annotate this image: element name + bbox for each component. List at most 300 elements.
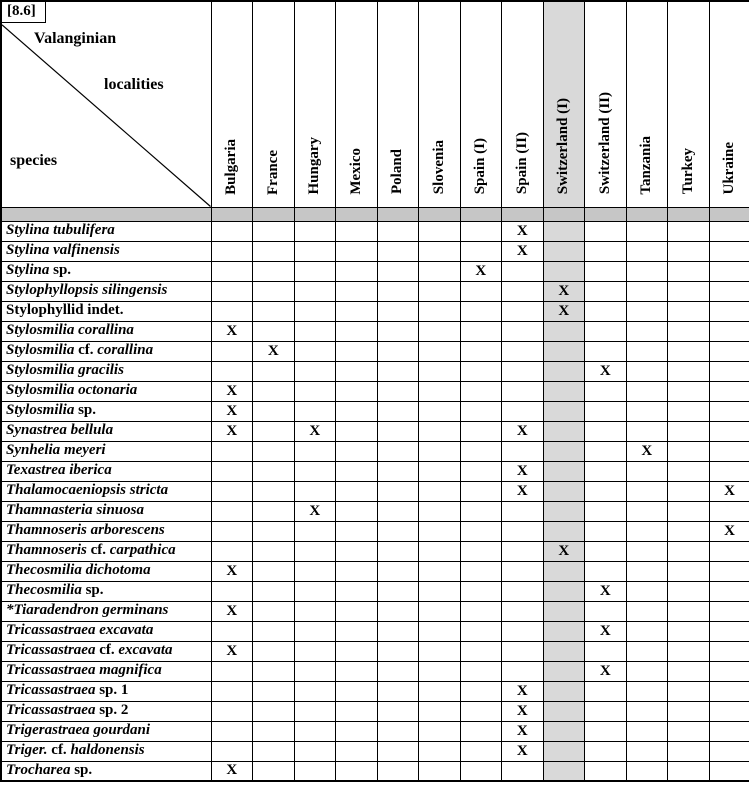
mark-cell: [336, 241, 378, 261]
mark-cell: [336, 621, 378, 641]
mark-cell: [626, 601, 668, 621]
mark-cell: [668, 221, 710, 241]
mark-cell: [543, 741, 585, 761]
mark-cell: [294, 761, 336, 781]
species-name: cf.: [78, 342, 94, 358]
locality-label: Tanzania: [638, 135, 655, 195]
mark-cell: [294, 721, 336, 741]
occurrence-mark-cell: X: [502, 681, 544, 701]
mark-cell: [253, 441, 295, 461]
table-body: [1, 207, 749, 781]
mark-cell: [253, 561, 295, 581]
species-name: germinans: [102, 602, 169, 618]
species-name-cell: [1, 301, 211, 321]
mark-cell: [543, 501, 585, 521]
occurrence-mark-cell: X: [211, 761, 253, 781]
mark-cell: [709, 361, 749, 381]
mark-cell: [585, 541, 627, 561]
mark-cell: [377, 261, 419, 281]
mark-cell: [294, 341, 336, 361]
mark-cell: [336, 501, 378, 521]
separator-cell: [211, 207, 253, 221]
occurrence-mark-cell: X: [211, 641, 253, 661]
mark-cell: [253, 461, 295, 481]
species-name: sinuosa: [96, 502, 144, 518]
species-name: Stylosmilia: [6, 382, 75, 398]
species-name-cell: [1, 341, 211, 361]
mark-cell: [336, 761, 378, 781]
mark-cell: [626, 481, 668, 501]
species-name-cell: [1, 561, 211, 581]
mark-cell: [709, 321, 749, 341]
mark-cell: [668, 461, 710, 481]
mark-cell: [419, 581, 461, 601]
locality-header: [336, 1, 378, 207]
locality-header: [668, 1, 710, 207]
mark-cell: [211, 221, 253, 241]
species-name: octonaria: [78, 382, 138, 398]
mark-cell: [294, 561, 336, 581]
mark-cell: [377, 401, 419, 421]
mark-cell: [668, 561, 710, 581]
mark-cell: [709, 281, 749, 301]
occurrence-mark-cell: X: [543, 301, 585, 321]
mark-cell: [668, 321, 710, 341]
species-name-cell: [1, 381, 211, 401]
mark-cell: [419, 721, 461, 741]
mark-cell: [585, 461, 627, 481]
species-name: Texastrea: [6, 462, 66, 478]
mark-cell: [460, 741, 502, 761]
mark-cell: [668, 481, 710, 501]
mark-cell: [585, 521, 627, 541]
mark-cell: [626, 661, 668, 681]
species-axis-label: species: [10, 152, 58, 169]
mark-cell: [502, 341, 544, 361]
mark-cell: [585, 481, 627, 501]
mark-cell: [668, 581, 710, 601]
mark-cell: [585, 241, 627, 261]
species-name-cell: [1, 761, 211, 781]
species-row: [1, 441, 749, 461]
mark-cell: [336, 561, 378, 581]
mark-cell: [626, 721, 668, 741]
mark-cell: [668, 301, 710, 321]
mark-cell: [336, 301, 378, 321]
mark-cell: [502, 661, 544, 681]
mark-cell: [709, 261, 749, 281]
mark-cell: [543, 361, 585, 381]
corner-header: [1, 1, 211, 207]
mark-cell: [460, 601, 502, 621]
mark-cell: [460, 561, 502, 581]
species-row: [1, 641, 749, 661]
species-name: Tricassastraea: [6, 622, 96, 638]
mark-cell: [294, 381, 336, 401]
mark-cell: [377, 481, 419, 501]
mark-cell: [460, 501, 502, 521]
mark-cell: [585, 441, 627, 461]
mark-cell: [668, 281, 710, 301]
mark-cell: [709, 241, 749, 261]
species-name: corallina: [97, 342, 154, 358]
mark-cell: [294, 241, 336, 261]
mark-cell: [419, 501, 461, 521]
occurrence-mark-cell: X: [543, 541, 585, 561]
mark-cell: [211, 581, 253, 601]
mark-cell: [543, 241, 585, 261]
species-name: sp.: [53, 262, 72, 278]
mark-cell: [377, 641, 419, 661]
species-name: 1: [120, 682, 129, 698]
species-row: [1, 721, 749, 741]
mark-cell: [211, 241, 253, 261]
mark-cell: [419, 221, 461, 241]
species-name: Stylina: [6, 222, 50, 238]
mark-cell: [211, 621, 253, 641]
species-name: Stylina: [6, 242, 50, 258]
mark-cell: [543, 481, 585, 501]
species-name: magnifica: [99, 662, 162, 678]
mark-cell: [460, 621, 502, 641]
mark-cell: [419, 641, 461, 661]
mark-cell: [377, 441, 419, 461]
mark-cell: [626, 461, 668, 481]
species-row: [1, 561, 749, 581]
mark-cell: [460, 541, 502, 561]
mark-cell: [709, 661, 749, 681]
species-name-cell: [1, 441, 211, 461]
mark-cell: [543, 581, 585, 601]
mark-cell: [502, 601, 544, 621]
species-name-cell: [1, 361, 211, 381]
species-name: excavata: [118, 642, 173, 658]
species-row: [1, 261, 749, 281]
species-name: cf.: [99, 642, 115, 658]
species-name-cell: [1, 481, 211, 501]
species-row: [1, 681, 749, 701]
mark-cell: [543, 261, 585, 281]
locality-label: Bulgaria: [223, 138, 240, 195]
mark-cell: [377, 381, 419, 401]
mark-cell: [211, 521, 253, 541]
mark-cell: [377, 521, 419, 541]
mark-cell: [543, 601, 585, 621]
occurrence-mark-cell: X: [585, 361, 627, 381]
mark-cell: [419, 701, 461, 721]
mark-cell: [294, 461, 336, 481]
mark-cell: [543, 681, 585, 701]
mark-cell: [668, 621, 710, 641]
mark-cell: [253, 281, 295, 301]
species-name: Thecosmilia: [6, 562, 82, 578]
species-name: Thamnoseris: [6, 542, 87, 558]
mark-cell: [377, 661, 419, 681]
occurrence-mark-cell: X: [211, 421, 253, 441]
mark-cell: [626, 381, 668, 401]
species-name-cell: [1, 721, 211, 741]
mark-cell: [294, 441, 336, 461]
occurrence-mark-cell: X: [253, 341, 295, 361]
mark-cell: [668, 681, 710, 701]
mark-cell: [626, 281, 668, 301]
mark-cell: [336, 361, 378, 381]
species-name: gourdani: [93, 722, 151, 738]
mark-cell: [460, 481, 502, 501]
mark-cell: [668, 721, 710, 741]
mark-cell: [336, 481, 378, 501]
mark-cell: [253, 721, 295, 741]
mark-cell: [336, 321, 378, 341]
mark-cell: [460, 221, 502, 241]
mark-cell: [253, 601, 295, 621]
mark-cell: [709, 541, 749, 561]
mark-cell: [253, 541, 295, 561]
mark-cell: [585, 761, 627, 781]
species-name-cell: [1, 741, 211, 761]
mark-cell: [253, 381, 295, 401]
mark-cell: [253, 661, 295, 681]
mark-cell: [419, 601, 461, 621]
mark-cell: [585, 381, 627, 401]
species-row: [1, 461, 749, 481]
species-row: [1, 381, 749, 401]
mark-cell: [585, 261, 627, 281]
mark-cell: [377, 461, 419, 481]
species-row: [1, 521, 749, 541]
species-name: sp.: [78, 402, 97, 418]
mark-cell: [336, 701, 378, 721]
occurrence-mark-cell: X: [626, 441, 668, 461]
separator-cell: [709, 207, 749, 221]
mark-cell: [626, 741, 668, 761]
separator-cell: [502, 207, 544, 221]
mark-cell: [377, 541, 419, 561]
mark-cell: [626, 701, 668, 721]
mark-cell: [543, 441, 585, 461]
mark-cell: [419, 621, 461, 641]
mark-cell: [460, 441, 502, 461]
mark-cell: [543, 701, 585, 721]
mark-cell: [336, 581, 378, 601]
mark-cell: [377, 601, 419, 621]
mark-cell: [253, 321, 295, 341]
mark-cell: [294, 641, 336, 661]
mark-cell: [709, 741, 749, 761]
figure-label: [8.6]: [2, 2, 46, 23]
species-row: [1, 581, 749, 601]
mark-cell: [709, 301, 749, 321]
species-name-cell: [1, 601, 211, 621]
species-row: [1, 221, 749, 241]
mark-cell: [336, 401, 378, 421]
mark-cell: [419, 661, 461, 681]
header-row: [1, 1, 749, 207]
mark-cell: [626, 421, 668, 441]
species-name-cell: [1, 541, 211, 561]
species-row: [1, 701, 749, 721]
locality-label: Hungary: [306, 136, 323, 195]
mark-cell: [377, 321, 419, 341]
mark-cell: [502, 281, 544, 301]
species-name: haldonensis: [70, 742, 145, 758]
species-name: Stylina: [6, 262, 50, 278]
mark-cell: [419, 561, 461, 581]
period-label: Valanginian: [34, 30, 117, 47]
species-name: bellula: [70, 422, 114, 438]
species-name-cell: [1, 621, 211, 641]
locality-label: Mexico: [347, 147, 364, 195]
species-name: Tricassastraea: [6, 642, 96, 658]
mark-cell: [211, 281, 253, 301]
mark-cell: [253, 621, 295, 641]
mark-cell: [377, 581, 419, 601]
mark-cell: [294, 521, 336, 541]
species-name: arborescens: [90, 522, 165, 538]
occurrence-mark-cell: X: [502, 741, 544, 761]
mark-cell: [419, 441, 461, 461]
mark-cell: [460, 521, 502, 541]
mark-cell: [460, 361, 502, 381]
mark-cell: [626, 621, 668, 641]
species-name: Stylophyllopsis: [6, 282, 99, 298]
species-name: indet.: [87, 302, 124, 318]
mark-cell: [211, 541, 253, 561]
species-name: carpathica: [109, 542, 176, 558]
mark-cell: [543, 461, 585, 481]
mark-cell: [211, 441, 253, 461]
species-row: [1, 281, 749, 301]
mark-cell: [419, 381, 461, 401]
mark-cell: [585, 341, 627, 361]
mark-cell: [543, 321, 585, 341]
mark-cell: [211, 301, 253, 321]
mark-cell: [211, 741, 253, 761]
mark-cell: [253, 401, 295, 421]
mark-cell: [626, 221, 668, 241]
occurrence-mark-cell: X: [502, 421, 544, 441]
mark-cell: [294, 361, 336, 381]
separator-cell: [626, 207, 668, 221]
mark-cell: [626, 241, 668, 261]
species-name: iberica: [69, 462, 112, 478]
mark-cell: [585, 501, 627, 521]
species-name-cell: [1, 261, 211, 281]
mark-cell: [419, 461, 461, 481]
species-name: Thecosmilia: [6, 582, 82, 598]
locality-header: [253, 1, 295, 207]
mark-cell: [336, 601, 378, 621]
separator-cell: [419, 207, 461, 221]
species-name-cell: [1, 681, 211, 701]
mark-cell: [626, 341, 668, 361]
mark-cell: [668, 741, 710, 761]
mark-cell: [253, 641, 295, 661]
locality-label: Poland: [389, 149, 406, 195]
mark-cell: [668, 761, 710, 781]
mark-cell: [294, 301, 336, 321]
species-name: Tricassastraea: [6, 682, 96, 698]
mark-cell: [211, 481, 253, 501]
mark-cell: [709, 581, 749, 601]
mark-cell: [294, 481, 336, 501]
mark-cell: [377, 361, 419, 381]
species-row: [1, 321, 749, 341]
mark-cell: [585, 281, 627, 301]
mark-cell: [253, 481, 295, 501]
species-name: tubulifera: [53, 222, 115, 238]
mark-cell: [543, 561, 585, 581]
locality-label: France: [264, 149, 281, 195]
mark-cell: [419, 541, 461, 561]
species-name: 2: [120, 702, 129, 718]
mark-cell: [626, 301, 668, 321]
occurrence-mark-cell: X: [460, 261, 502, 281]
species-name: Trocharea: [6, 761, 71, 778]
mark-cell: [502, 401, 544, 421]
locality-label: Turkey: [679, 148, 696, 195]
mark-cell: [377, 701, 419, 721]
mark-cell: [253, 301, 295, 321]
mark-cell: [543, 341, 585, 361]
mark-cell: [377, 741, 419, 761]
mark-cell: [294, 601, 336, 621]
mark-cell: [460, 381, 502, 401]
species-name: excavata: [99, 622, 154, 638]
mark-cell: [626, 681, 668, 701]
mark-cell: [585, 301, 627, 321]
mark-cell: [585, 701, 627, 721]
separator-cell: [543, 207, 585, 221]
mark-cell: [336, 441, 378, 461]
mark-cell: [460, 701, 502, 721]
mark-cell: [377, 221, 419, 241]
species-name: cf.: [90, 542, 107, 558]
mark-cell: [668, 341, 710, 361]
mark-cell: [294, 681, 336, 701]
mark-cell: [585, 401, 627, 421]
mark-cell: [253, 221, 295, 241]
mark-cell: [253, 361, 295, 381]
mark-cell: [253, 521, 295, 541]
occurrence-mark-cell: X: [585, 581, 627, 601]
occurrence-mark-cell: X: [294, 501, 336, 521]
mark-cell: [543, 381, 585, 401]
mark-cell: [709, 561, 749, 581]
separator-cell: [253, 207, 295, 221]
mark-cell: [668, 241, 710, 261]
mark-cell: [626, 361, 668, 381]
species-name-cell: [1, 641, 211, 661]
occurrence-mark-cell: X: [211, 601, 253, 621]
mark-cell: [460, 301, 502, 321]
mark-cell: [377, 341, 419, 361]
mark-cell: [543, 761, 585, 781]
species-row: [1, 501, 749, 521]
species-name: Thamnoseris: [6, 522, 87, 538]
mark-cell: [336, 541, 378, 561]
occurrence-mark-cell: X: [502, 701, 544, 721]
mark-cell: [419, 241, 461, 261]
mark-cell: [502, 381, 544, 401]
mark-cell: [253, 701, 295, 721]
mark-cell: [211, 361, 253, 381]
mark-cell: [626, 261, 668, 281]
mark-cell: [377, 301, 419, 321]
mark-cell: [419, 481, 461, 501]
mark-cell: [460, 461, 502, 481]
locality-label: Spain (I): [472, 138, 489, 195]
